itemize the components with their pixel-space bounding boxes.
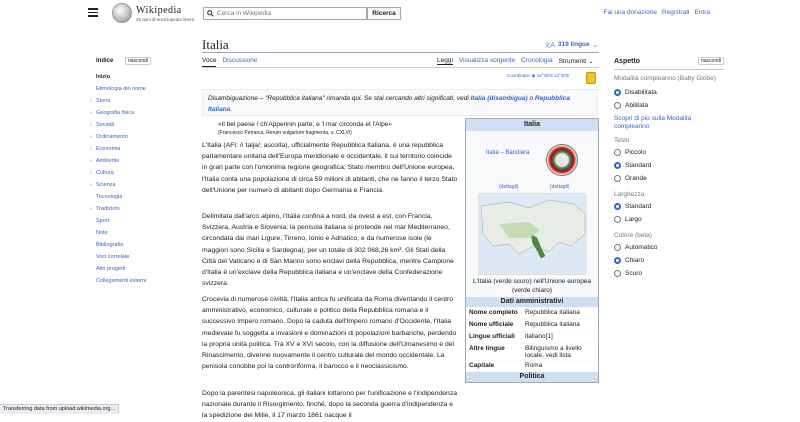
- tab-voce[interactable]: Voce: [202, 57, 216, 67]
- paragraph-3: Crocevia di numerose civiltà, l'Italia antica fu unificata da Roma diventando il centro amministrativo, economico, culturale e politico della Repubblica romana e il successivo Impero romano. Dopo la caduta dell'Impero romano d'Occidente, l'Italia medievale fu soggetta a invasioni e dominazioni di popolazioni barbariche, perdendo la propria unità politica. Tra XV e XVI secolo, con la diffusione dell'Umanesimo e del Rinascimento, divenne nuovamente il centro culturale del mondo occidentale. La penisola conobbe poi la controriforma, il barocco e il neoclassicismo.: [202, 296, 457, 371]
- toc-item[interactable]: [96, 275, 191, 287]
- infobox-row: [466, 319, 598, 331]
- donate-link[interactable]: Fai una donazione: [603, 9, 657, 16]
- color-label: Colore (beta): [614, 232, 652, 239]
- header: [0, 0, 800, 28]
- infobox-value: Bilinguismo a livello locale, vedi lista: [525, 345, 582, 359]
- disambiguation-note: [202, 89, 598, 116]
- chevron-right-icon[interactable]: ›: [90, 158, 92, 164]
- radio-icon[interactable]: [614, 102, 621, 109]
- toc-item-label: Bibliografia: [96, 242, 124, 248]
- globe-icon: [112, 3, 132, 23]
- toc-item-label: Economia: [96, 146, 121, 152]
- logo-tagline: 25 anni di enciclopedia libera: [136, 16, 195, 22]
- width-option-label: Largo: [625, 216, 642, 223]
- toc-item[interactable]: [90, 95, 191, 107]
- toc-item[interactable]: [96, 215, 191, 227]
- radio-icon[interactable]: [614, 257, 621, 264]
- infobox-value: Repubblica italiana: [525, 309, 580, 316]
- color-option-label: Chiaro: [625, 257, 645, 264]
- toc-item-label: Collegamenti esterni: [96, 278, 147, 284]
- toc-item-label: Cultura: [96, 170, 114, 176]
- coordinates-label[interactable]: Coordinate:: [507, 73, 531, 78]
- toc-item[interactable]: [96, 251, 191, 263]
- infobox-value: Roma: [525, 362, 543, 369]
- infobox-title: Italia: [466, 119, 598, 131]
- chevron-right-icon[interactable]: ›: [90, 134, 92, 140]
- page-title: Italia: [202, 37, 229, 52]
- table-of-contents: [90, 57, 191, 287]
- emblem-details-link[interactable]: (dettagli): [550, 184, 570, 190]
- infobox-section-admin: Dati amministrativi: [466, 297, 598, 307]
- hatnote-text: Disambiguazione – "Repubblica italiana" rimanda qui. Se stai cercando altri significati, vedi: [208, 95, 469, 102]
- infobox-row: [466, 343, 598, 360]
- infobox-key: Nome completo: [469, 309, 518, 316]
- infobox-detail-links: [466, 183, 598, 193]
- chevron-right-icon[interactable]: ›: [90, 170, 92, 176]
- chevron-right-icon[interactable]: ›: [90, 146, 92, 152]
- width-option-label: Standard: [625, 203, 652, 210]
- width-option[interactable]: [614, 200, 724, 213]
- appearance-panel: [614, 57, 724, 280]
- wikipedia-logo[interactable]: [112, 3, 194, 23]
- coordinates-value[interactable]: 42°30′N 12°30′E: [536, 73, 570, 78]
- infobox: [465, 118, 599, 383]
- birthday-mode-option-label: Disabilitata: [625, 89, 657, 96]
- hatnote-link-1[interactable]: Italia (disambigua): [470, 95, 528, 102]
- toc-item[interactable]: [96, 71, 191, 83]
- infobox-key: Altre lingue: [469, 345, 505, 352]
- toc-item[interactable]: [96, 263, 191, 275]
- toc-item[interactable]: [96, 239, 191, 251]
- infobox-value: italiano[1]: [525, 333, 553, 340]
- view-tabs: [437, 57, 594, 65]
- birthday-mode-option[interactable]: [614, 86, 724, 99]
- radio-icon[interactable]: [614, 270, 621, 277]
- toc-item[interactable]: [90, 107, 191, 119]
- toc-item-label: Ordinamento: [96, 134, 128, 140]
- hatnote-link-2[interactable]: Repubblica Italiana: [208, 95, 570, 113]
- personal-links: [603, 9, 710, 16]
- tab-leggi[interactable]: Leggi: [437, 57, 453, 64]
- namespace-tabs: [202, 57, 258, 67]
- toc-item-label: Scienza: [96, 182, 116, 188]
- globe-icon: ◉: [531, 73, 536, 78]
- radio-icon[interactable]: [614, 175, 621, 182]
- infobox-section-politics: Politica: [466, 372, 598, 382]
- tab-strumenti[interactable]: [559, 57, 594, 65]
- emblem-image[interactable]: [546, 144, 578, 176]
- chevron-right-icon[interactable]: ›: [90, 98, 92, 104]
- text-size-label: Testo: [614, 137, 630, 144]
- text-size-option-label: Grande: [625, 175, 647, 182]
- text-size-option-label: Standard: [625, 162, 652, 169]
- tab-cronologia[interactable]: Cronologia: [521, 57, 553, 64]
- epigraph: [218, 120, 458, 138]
- radio-icon[interactable]: [614, 216, 621, 223]
- width-label: Larghezza: [614, 191, 645, 198]
- radio-icon[interactable]: [614, 162, 621, 169]
- toc-item[interactable]: [90, 167, 191, 179]
- infobox-row: [466, 360, 598, 372]
- color-option-label: Scuro: [625, 270, 642, 277]
- paragraph-2: Delimitata dall'arco alpino, l'Italia confina a nord, da ovest a est, con Francia, Svizzera, Austria e Slovenia; la penisola italiana si protende nel mar Mediterraneo, circondata dai mari Ligure, Tirreno, Ionio e Adriatico, e da numerose isole (le maggiori sono Sicilia e Sardegna), per un totale di 302 068,26 km². Gli Stati della Città del Vaticano e di San Marino sono enclavi della Repubblica, mentre Campione d'Italia è un'exclave della Repubblica italiana e un'enclave della Confederazione svizzera.: [202, 213, 454, 288]
- text-size-option[interactable]: [614, 146, 724, 159]
- search-button[interactable]: Ricerca: [367, 7, 401, 20]
- text-size-option[interactable]: [614, 159, 724, 172]
- toc-hide-button[interactable]: nascondi: [125, 57, 151, 65]
- toc-item[interactable]: [90, 155, 191, 167]
- toc-item[interactable]: [90, 143, 191, 155]
- toc-item[interactable]: [96, 83, 191, 95]
- text-size-option-label: Piccolo: [625, 149, 646, 156]
- color-option[interactable]: [614, 241, 724, 254]
- toc-item-label: Etimologia del nome: [96, 86, 146, 92]
- toc-item-label: Sport: [96, 218, 110, 224]
- tools-label: Strumenti: [558, 58, 587, 65]
- color-option[interactable]: [614, 267, 724, 280]
- birthday-mode-option[interactable]: [614, 99, 724, 112]
- paragraph-4: Dopo la parentesi napoleonica, gli italiani lottarono per l'unificazione e l'indipendenza nazionale durante il Risorgimento, finché, dopo la seconda guerra d'indipendenza e la spedizione dei Mille, il 17 marzo 1861 nacque il: [202, 390, 458, 420]
- birthday-mode-more-link[interactable]: Scopri di più sulla Modalità compleanno: [614, 115, 692, 130]
- toc-item-label: Altri progetti: [96, 266, 126, 272]
- translate-icon: 文A: [544, 42, 555, 49]
- register-link[interactable]: Registrati: [661, 9, 690, 16]
- width-option[interactable]: [614, 213, 724, 226]
- infobox-value: Repubblica italiana: [525, 321, 580, 328]
- toc-item-label: Società: [96, 122, 115, 128]
- search-box[interactable]: [203, 7, 367, 20]
- birthday-mode-label: Modalità compleanno (Baby Globe): [614, 75, 716, 82]
- appearance-title: Aspetto: [614, 57, 641, 65]
- tab-discussione[interactable]: Discussione: [222, 57, 258, 64]
- toc-item[interactable]: [96, 191, 191, 203]
- coordinates: [507, 73, 570, 79]
- color-option-label: Automatico: [625, 244, 658, 251]
- epigraph-citation: (Francesco Petrarca, Rerum vulgarium fragmenta, s. CXLVI): [218, 130, 352, 136]
- toc-title: Indice: [96, 58, 114, 64]
- infobox-key: Capitale: [469, 362, 495, 369]
- chevron-right-icon[interactable]: ›: [90, 206, 92, 212]
- location-map[interactable]: [478, 193, 586, 275]
- toc-item[interactable]: [90, 131, 191, 143]
- toc-item-label: Tradizioni: [96, 206, 120, 212]
- chevron-right-icon[interactable]: ›: [90, 122, 92, 128]
- infobox-row: [466, 307, 598, 319]
- paragraph-1: L'Italia (AFI: /iˈtalja/; ascolta), ufficialmente Repubblica Italiana, è una repubblica parlamentare unitaria dell'Europa meridionale e occidentale, il cui territorio coincide in gran parte con l'omonima regione geografica; Stato membro dell'Unione europea, l'Italia conta una popolazione di circa 59 milioni di abitanti, che ne fanno il terzo Stato dell'Unione per numero di abitanti dopo Germania e Francia.: [202, 142, 458, 194]
- toc-item-label: Inizio: [96, 74, 111, 80]
- language-button[interactable]: [544, 40, 598, 49]
- hatnote-end: .: [230, 106, 233, 113]
- menu-icon[interactable]: [88, 8, 98, 16]
- toc-item[interactable]: [90, 119, 191, 131]
- birthday-mode-option-label: Abilitata: [625, 102, 649, 109]
- toc-item[interactable]: [96, 227, 191, 239]
- toc-item[interactable]: [90, 179, 191, 191]
- flag-details-link[interactable]: (dettagli): [499, 184, 519, 190]
- toc-item[interactable]: [90, 203, 191, 215]
- toc-item-label: Voci correlate: [96, 254, 130, 260]
- radio-icon[interactable]: [614, 89, 621, 96]
- language-count: 319 lingue: [557, 41, 590, 48]
- search-icon: [207, 10, 214, 17]
- toc-item-label: Ambiente: [96, 158, 120, 164]
- toc-item-label: Tecnologia: [96, 194, 123, 200]
- search-input[interactable]: [217, 10, 366, 17]
- appearance-hide-button[interactable]: nascondi: [698, 57, 724, 65]
- tabs-divider: [202, 67, 599, 68]
- chevron-down-icon: ⌄: [588, 58, 594, 65]
- infobox-row: [466, 331, 598, 343]
- infobox-key: Lingue ufficiali: [469, 333, 515, 340]
- status-bar: Transferring data from upload.wikimedia.org...: [0, 404, 119, 414]
- text-size-option[interactable]: [614, 172, 724, 185]
- europe-map-image: [479, 194, 587, 274]
- title-divider: [202, 52, 599, 53]
- logo-name: Wikipedia: [136, 4, 182, 16]
- flag-link[interactable]: Italia – Bandiera: [486, 150, 530, 156]
- radio-icon[interactable]: [614, 203, 621, 210]
- radio-icon[interactable]: [614, 244, 621, 251]
- chevron-right-icon[interactable]: ›: [90, 110, 92, 116]
- lock-icon[interactable]: [586, 72, 596, 84]
- radio-icon[interactable]: [614, 149, 621, 156]
- chevron-right-icon[interactable]: ›: [90, 182, 92, 188]
- login-link[interactable]: Entra: [694, 9, 710, 16]
- chevron-down-icon: ⌄: [592, 41, 599, 49]
- infobox-images: [466, 131, 598, 183]
- hatnote-mid: o: [529, 95, 534, 102]
- toc-item-label: Storia: [96, 98, 111, 104]
- toc-item-label: Geografia fisica: [96, 110, 135, 116]
- infobox-key: Nome ufficiale: [469, 321, 514, 328]
- toc-item-label: Note: [96, 230, 108, 236]
- tab-visualizza-sorgente[interactable]: Visualizza sorgente: [458, 57, 516, 64]
- epigraph-text: «Il bel paese / ch'Appennin parte, e 'l mar circonda et l'Alpe»: [218, 121, 392, 128]
- map-caption: L'Italia (verde scuro) nell'Unione europea (verde chiaro): [472, 278, 592, 294]
- color-option[interactable]: [614, 254, 724, 267]
